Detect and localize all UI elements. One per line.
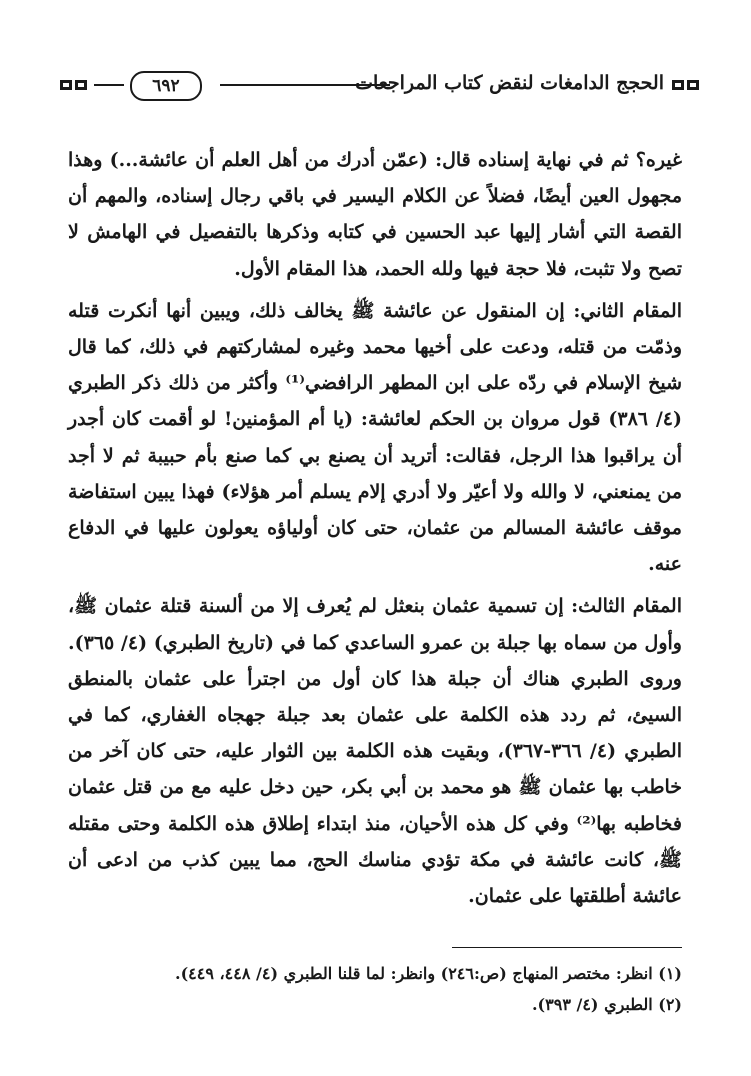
footnote: (١) انظر: مختصر المنهاج (ص:٢٤٦) وانظر: لما قلنا الطبري (٤/ ٤٤٨، ٤٤٩).: [175, 964, 682, 983]
main-text: [68, 142, 682, 914]
paragraph: [68, 142, 682, 287]
paragraph: [68, 293, 682, 583]
paragraph-text: إن تسمية عثمان بنعثل لم يُعرف إلا من ألسنة قتلة عثمان ﷺ، وأول من سماه بها جبلة بن عمرو الساعدي كما في (تاريخ الطبري) (٤/ ٣٦٥). وروى الطبري هناك أن جبلة هذا كان أول من اجترأ على عثمان بالمنطق السيئ، ثم ردد هذه الكلمة على عثمان بعد جبلة جهجاه الغفاري، كما في الطبري (٤/ ٣٦٦-٣٦٧)، وبقيت هذه الكلمة بين الثوار عليه، حتى كان آخر من خاطب بها عثمان ﷺ هو محمد بن أبي بكر، حين دخل عليه مع من قتل عثمان فخاطبه بها⁽²⁾ وفي كل هذه الأحيان، منذ ابتداء إطلاق هذه الكلمة وحتى مقتله ﷺ، كانت عائشة في مكة تؤدي مناسك الحج، مما يبين كذب من ادعى أن عائشة أطلقتها على عثمان.: [68, 595, 682, 908]
section-label: المقام الثاني:: [573, 299, 682, 322]
section-label: المقام الثالث:: [571, 595, 682, 618]
page-number: ٦٩٢: [130, 71, 202, 101]
running-header: [60, 70, 700, 104]
footnote: (٢) الطبري (٤/ ٣٩٣).: [531, 995, 682, 1014]
paragraph-text: إن المنقول عن عائشة ﷺ يخالف ذلك، ويبين أنها أنكرت قتله وذمّت من قتله، ودعت على أخيها محمد وغيره لمشاركتهم في ذلك، كما قال شيخ الإسلام في ردّه على ابن المطهر الرافضي⁽¹⁾ وأكثر من ذلك ذكر الطبري (٤/ ٣٨٦) قول مروان بن الحكم لعائشة: (يا أم المؤمنين! لو أقمت كان أجدر أن يراقبوا هذا الرجل، فقالت: أتريد أن يصنع بي كما صنع بأم حبيبة ثم لا أجد من يمنعني، لا والله ولا أعيّر ولا أدري إلام يسلم أمر هؤلاء) فهذا يبين استفاضة موقف عائشة المسالم من عثمان، حتى كان أولياؤه يعولون عليها في الدفاع عنه.: [68, 299, 682, 576]
footnotes: [68, 958, 682, 1020]
ornament-right-icon: [672, 78, 700, 92]
header-title: الحجج الدامغات لنقض كتاب المراجعات: [355, 72, 664, 94]
footnote-separator: [452, 947, 682, 948]
paragraph: [68, 588, 682, 914]
ornament-left-icon: [60, 78, 88, 92]
header-rule: [94, 84, 124, 86]
paragraph-text: غيره؟ ثم في نهاية إسناده قال: (عمّن أدرك من أهل العلم أن عائشة...) وهذا مجهول العين أيضًا، فضلاً عن الكلام اليسير في باقي رجال إسناده، والمهم أن القصة التي أشار إليها عبد الحسين في كتابه وذكرها بالتفصيل في الهامش لا تصح ولا تثبت، فلا حجة فيها ولله الحمد، هذا المقام الأول.: [68, 149, 682, 280]
